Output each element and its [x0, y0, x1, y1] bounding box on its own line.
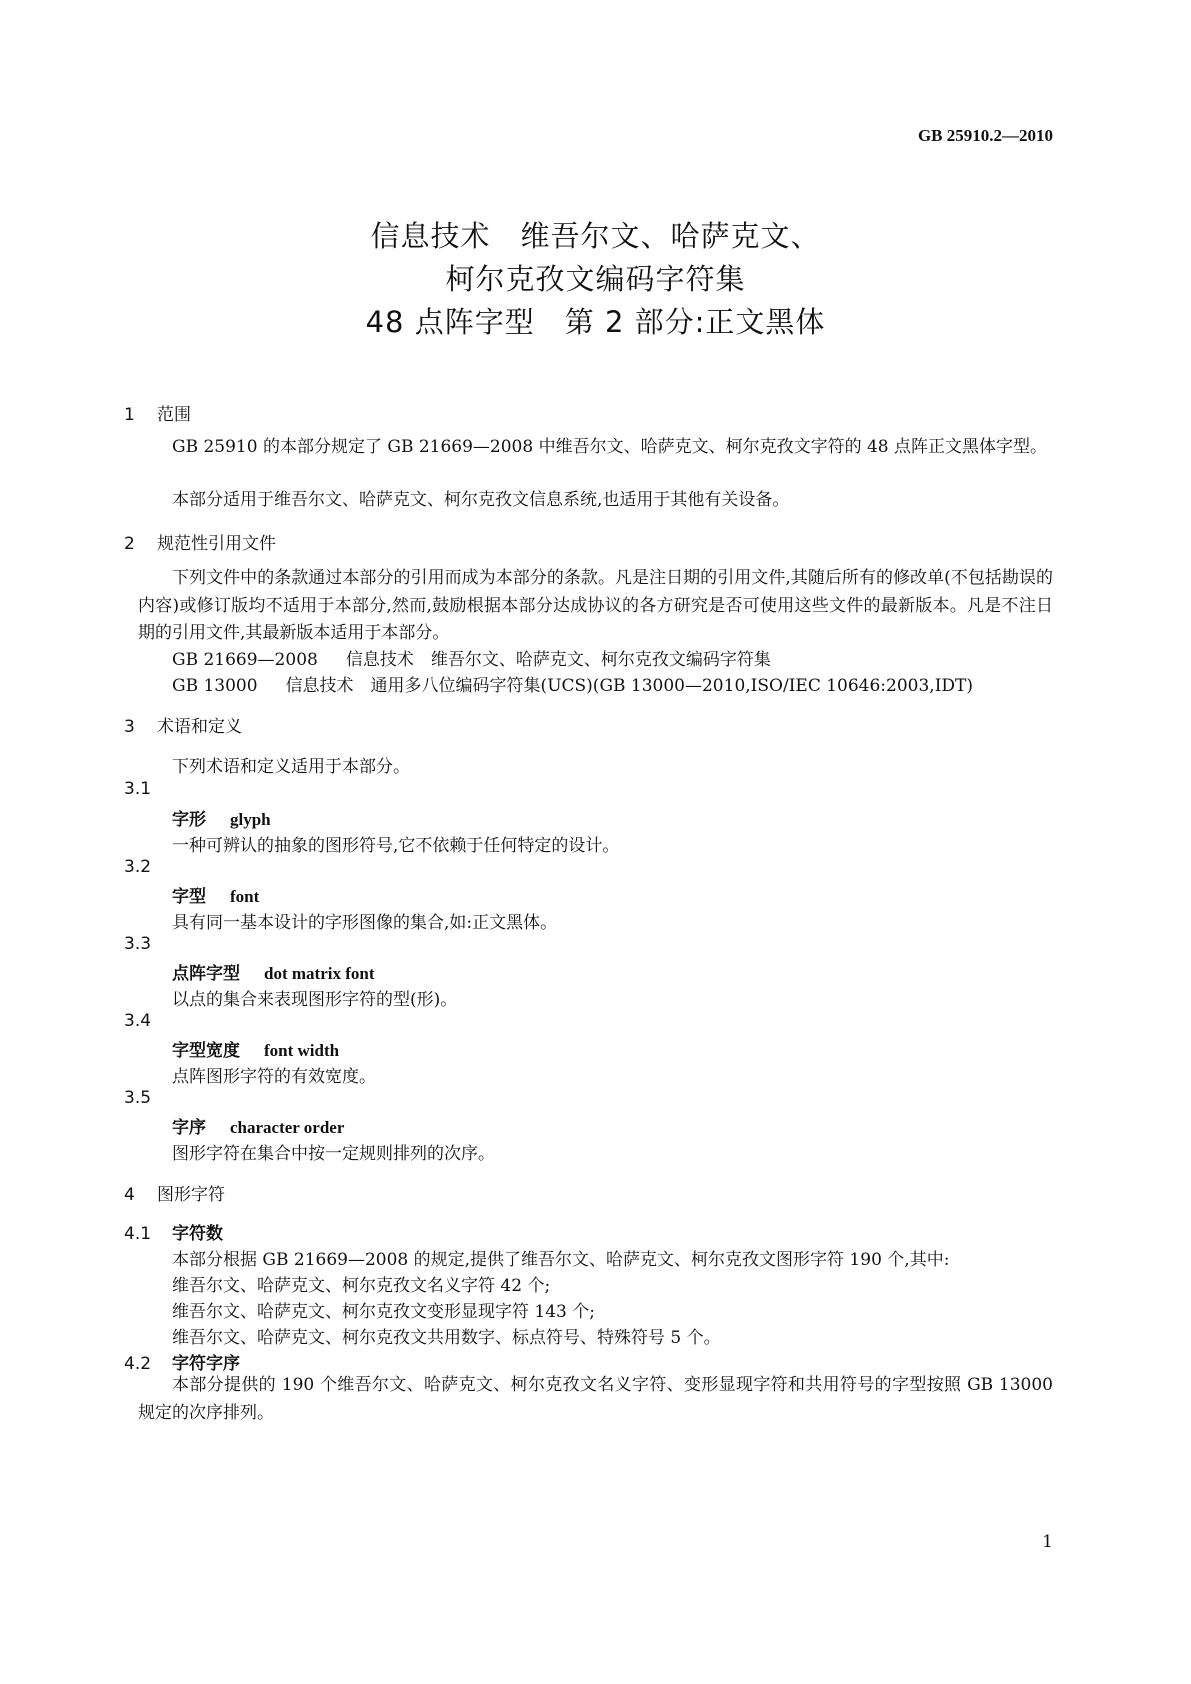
term-chinese: 字型 [172, 887, 206, 907]
section-title: 术语和定义 [157, 717, 242, 737]
document-title-line-2: 柯尔克孜文编码字符集 [445, 262, 746, 296]
section-4-heading [124, 1180, 225, 1205]
term-number: 3.2 [124, 857, 152, 877]
list-item: 维吾尔文、哈萨克文、柯尔克孜文名义字符 42 个; [172, 1276, 551, 1296]
term-definition: 具有同一基本设计的字形图像的集合,如:正文黑体。 [172, 913, 558, 933]
section-title: 图形字符 [157, 1185, 225, 1205]
term-english: font [230, 887, 260, 906]
term-heading [172, 1036, 339, 1061]
subsection-number: 4.1 [124, 1224, 152, 1244]
reference-title: 信息技术 通用多八位编码字符集(UCS)(GB 13000—2010,ISO/IEC 10646:2003,IDT) [285, 676, 974, 696]
section-3-intro: 下列术语和定义适用于本部分。 [172, 757, 410, 777]
list-item: 维吾尔文、哈萨克文、柯尔克孜文变形显现字符 143 个; [172, 1302, 595, 1322]
section-2-heading [124, 529, 276, 554]
section-1-paragraph-1: GB 25910 的本部分规定了 GB 21669—2008 中维吾尔文、哈萨克文、柯尔克孜文字符的 48 点阵正文黑体字型。 [172, 437, 1048, 457]
term-number: 3.3 [124, 934, 152, 954]
term-chinese: 字形 [172, 810, 206, 830]
term-english: character order [230, 1118, 345, 1137]
term-chinese: 字型宽度 [172, 1041, 240, 1061]
document-title-line-1: 信息技术 维吾尔文、哈萨克文、 [370, 219, 821, 253]
term-definition: 图形字符在集合中按一定规则排列的次序。 [172, 1144, 495, 1164]
term-heading [172, 1113, 344, 1138]
normative-reference-2 [172, 671, 973, 696]
term-chinese: 点阵字型 [172, 964, 240, 984]
term-english: font width [264, 1041, 340, 1060]
reference-code: GB 13000 [172, 676, 258, 696]
document-title-line-3: 48 点阵字型 第 2 部分:正文黑体 [365, 305, 826, 339]
normative-reference-1 [172, 645, 771, 670]
reference-title: 信息技术 维吾尔文、哈萨克文、柯尔克孜文编码字符集 [345, 650, 771, 670]
section-2-paragraph-1: 下列文件中的条款通过本部分的引用而成为本部分的条款。凡是注日期的引用文件,其随后所有的修改单(不包括勘误的内容)或修订版均不适用于本部分,然而,鼓励根据本部分达成协议的各方研究是否可使用这些文件的最新版本。凡是不注日期的引用文件,其最新版本适用于本部分。 [138, 568, 1053, 643]
subsection-4-1-heading [124, 1219, 223, 1244]
section-number: 1 [124, 405, 135, 425]
subsection-4-1-paragraph: 本部分根据 GB 21669—2008 的规定,提供了维吾尔文、哈萨克文、柯尔克孜文图形字符 190 个,其中: [172, 1250, 950, 1270]
subsection-title: 字符字序 [172, 1354, 240, 1374]
page-number: 1 [1042, 1532, 1053, 1552]
section-number: 3 [124, 717, 135, 737]
section-title: 规范性引用文件 [157, 534, 276, 554]
section-1-paragraph-2: 本部分适用于维吾尔文、哈萨克文、柯尔克孜文信息系统,也适用于其他有关设备。 [172, 490, 790, 510]
section-number: 2 [124, 534, 135, 554]
subsection-4-2-heading [124, 1349, 240, 1374]
standard-number: GB 25910.2—2010 [917, 126, 1053, 145]
section-title: 范围 [157, 405, 191, 425]
term-heading [172, 959, 374, 984]
term-heading [172, 805, 271, 830]
list-item: 维吾尔文、哈萨克文、柯尔克孜文共用数字、标点符号、特殊符号 5 个。 [172, 1328, 721, 1348]
term-number: 3.5 [124, 1088, 152, 1108]
term-chinese: 字序 [172, 1118, 206, 1138]
term-definition: 以点的集合来表现图形字符的型(形)。 [172, 990, 458, 1010]
subsection-4-2-paragraph: 本部分提供的 190 个维吾尔文、哈萨克文、柯尔克孜文名义字符、变形显现字符和共用符号的字型按照 GB 13000 规定的次序排列。 [138, 1375, 1053, 1423]
term-number: 3.4 [124, 1011, 152, 1031]
term-number: 3.1 [124, 779, 152, 799]
term-english: glyph [230, 810, 271, 829]
subsection-title: 字符数 [172, 1224, 223, 1244]
reference-code: GB 21669—2008 [172, 650, 318, 670]
term-heading [172, 882, 259, 907]
subsection-number: 4.2 [124, 1354, 152, 1374]
term-definition: 点阵图形字符的有效宽度。 [172, 1067, 376, 1087]
section-number: 4 [124, 1185, 135, 1205]
section-3-heading [124, 712, 242, 737]
section-1-heading [124, 400, 191, 425]
term-english: dot matrix font [264, 964, 375, 983]
term-definition: 一种可辨认的抽象的图形符号,它不依赖于任何特定的设计。 [172, 836, 620, 856]
